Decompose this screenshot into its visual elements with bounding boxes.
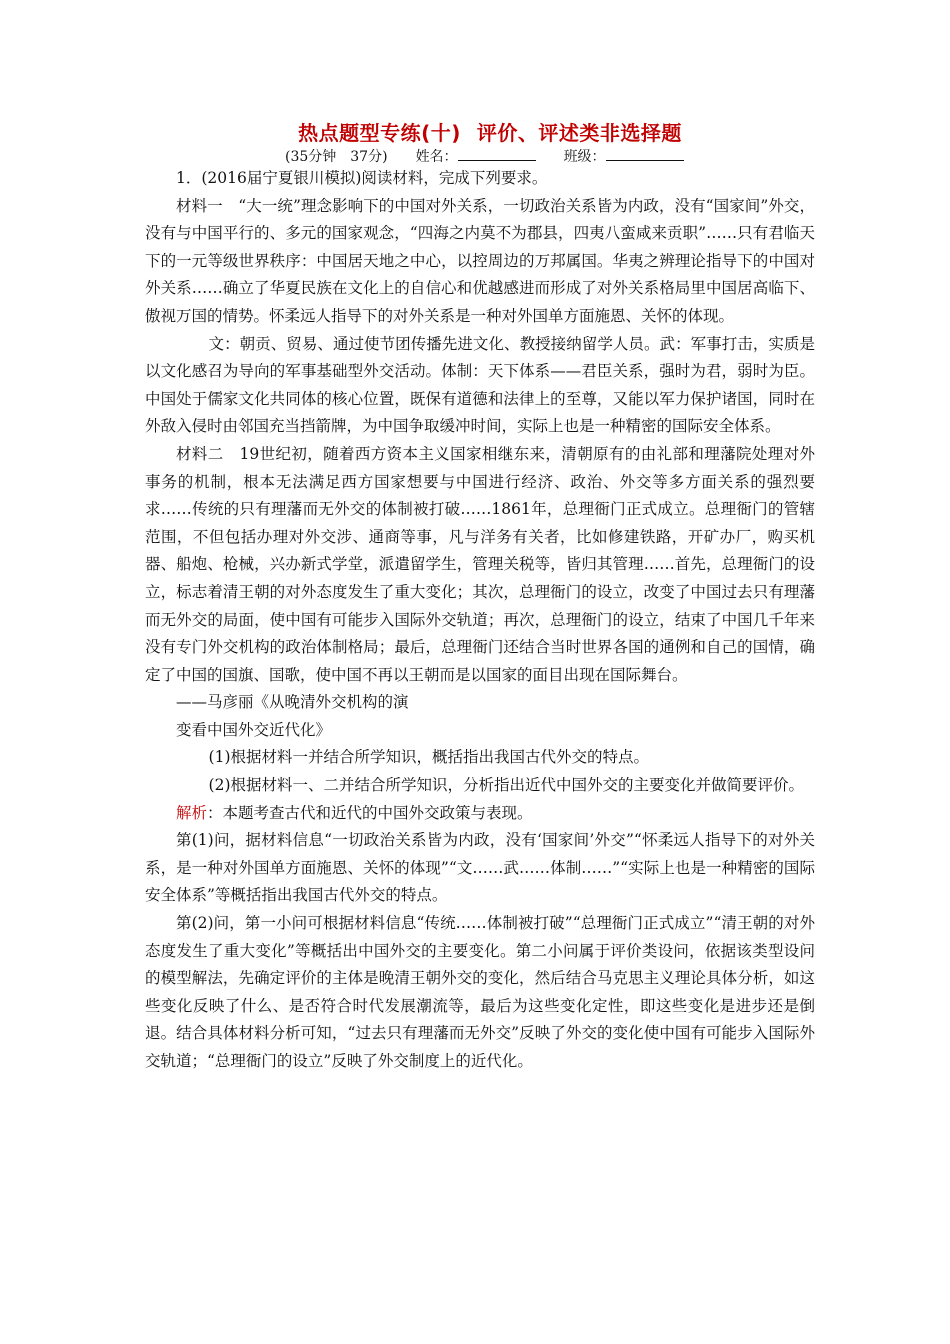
class-field[interactable] bbox=[606, 148, 684, 161]
analysis-label: 解析 bbox=[176, 803, 208, 822]
exercise-meta bbox=[285, 148, 815, 165]
sub-question-1: (1)根据材料一并结合所学知识，概括指出我国古代外交的特点。 bbox=[208, 748, 650, 767]
page-title bbox=[145, 118, 815, 148]
name-field[interactable] bbox=[458, 148, 536, 161]
name-label: 姓名： bbox=[415, 149, 458, 165]
material-one-paragraph: 材料一 “大一统”理念影响下的中国对外关系，一切政治关系皆为内政，没有“国家间”外交，没有与中国平行的、多元的国家观念，“四海之内莫不为郡县，四夷八蛮咸来贡职”……只有君临天下的一元等级世界秩序：中国居天地之中心，以控周边的万邦属国。华夷之辨理论指导下的中国对外关系……确立了华夏民族在文化上的自信心和优越感进而形成了对外关系格局里中国居高临下、傲视万国的情势。怀柔远人指导下的对外关系是一种对外国单方面施恩、关怀的体现。 bbox=[145, 196, 815, 325]
material-two-paragraph: 材料二 19世纪初，随着西方资本主义国家相继东来，清朝原有的由礼部和理藩院处理对外事务的机制，根本无法满足西方国家想要与中国进行经济、政治、外交等多方面关系的强烈要求……传统的只有理藩而无外交的体制被打破……1861年，总理衙门正式成立。总理衙门的管辖范围，不但包括办理对外交涉、通商等事，凡与洋务有关者，比如修建铁路，开矿办厂，购买机器、船炮、枪械，兴办新式学堂，派遣留学生，管理关税等，皆归其管理……首先，总理衙门的设立，标志着清王朝的对外态度发生了重大变化；其次，总理衙门的设立，改变了中国过去只有理藩而无外交的局面，使中国有可能步入国际外交轨道；再次，总理衙门的设立，结束了中国几千年来没有专门外交机构的政治体制格局；最后，总理衙门还结合当时世界各国的通例和自己的国情，确定了中国的国旗、国歌，使中国不再以王朝而是以国家的面目出现在国际舞台。 bbox=[145, 444, 815, 684]
sub-question-2: (2)根据材料一、二并结合所学知识，分析指出近代中国外交的主要变化并做简要评价。 bbox=[208, 776, 805, 795]
question-intro: 1．(2016届宁夏银川模拟)阅读材料，完成下列要求。 bbox=[176, 169, 548, 187]
analysis-paragraph-2: 第(2)问，第一小问可根据材料信息“传统……体制被打破”“总理衙门正式成立”“清王朝的对外态度发生了重大变化”等概括出中国外交的主要变化。第二小问属于评价类设问，依据该类型设问的模型解法，先确定评价的主体是晚清王朝外交的变化，然后结合马克思主义理论具体分析，如这些变化反映了什么、是否符合时代发展潮流等，最后为这些变化定性，即这些变化是进步还是倒退。结合具体材料分析可知，“过去只有理藩而无外交”反映了外交的变化使中国有可能步入国际外交轨道；“总理衙门的设立”反映了外交制度上的近代化。 bbox=[145, 914, 815, 1070]
source-citation-line1: ——马彦丽《从晚清外交机构的演 bbox=[176, 693, 409, 712]
question-number: 1． bbox=[176, 169, 202, 187]
document-page bbox=[145, 118, 815, 1076]
class-label: 班级： bbox=[563, 149, 606, 165]
material-one-detail: 文：朝贡、贸易、通过使节团传播先进文化、教授接纳留学人员。武：军事打击，实质是以文化感召为导向的军事基础型外交活动。体制：天下体系——君臣关系，强时为君，弱时为臣。中国处于儒家文化共同体的核心位置，既保有道德和法律上的至尊，又能以军力保护诸国，同时在外敌入侵时由邻国充当挡箭牌，为中国争取缓冲时间，实际上也是一种精密的国际安全体系。 bbox=[145, 334, 815, 436]
source-citation-line2: 变看中国外交近代化》 bbox=[176, 720, 332, 739]
time-info: (35分钟 37分) bbox=[285, 149, 388, 165]
title-series: 热点题型专练(十) bbox=[298, 121, 461, 145]
analysis-paragraph-1: 第(1)问，据材料信息“一切政治关系皆为内政，没有‘国家间’外交”“怀柔远人指导下的对外关系，是一种对外国单方面施恩、关怀的体现”“文……武……体制……”“实际上也是一种精密的国际安全体系”等概括指出我国古代外交的特点。 bbox=[145, 831, 815, 905]
analysis-intro: 解析：本题考查古代和近代的中国外交政策与表现。 bbox=[176, 803, 533, 822]
title-topic: 评价、评述类非选择题 bbox=[476, 121, 682, 145]
